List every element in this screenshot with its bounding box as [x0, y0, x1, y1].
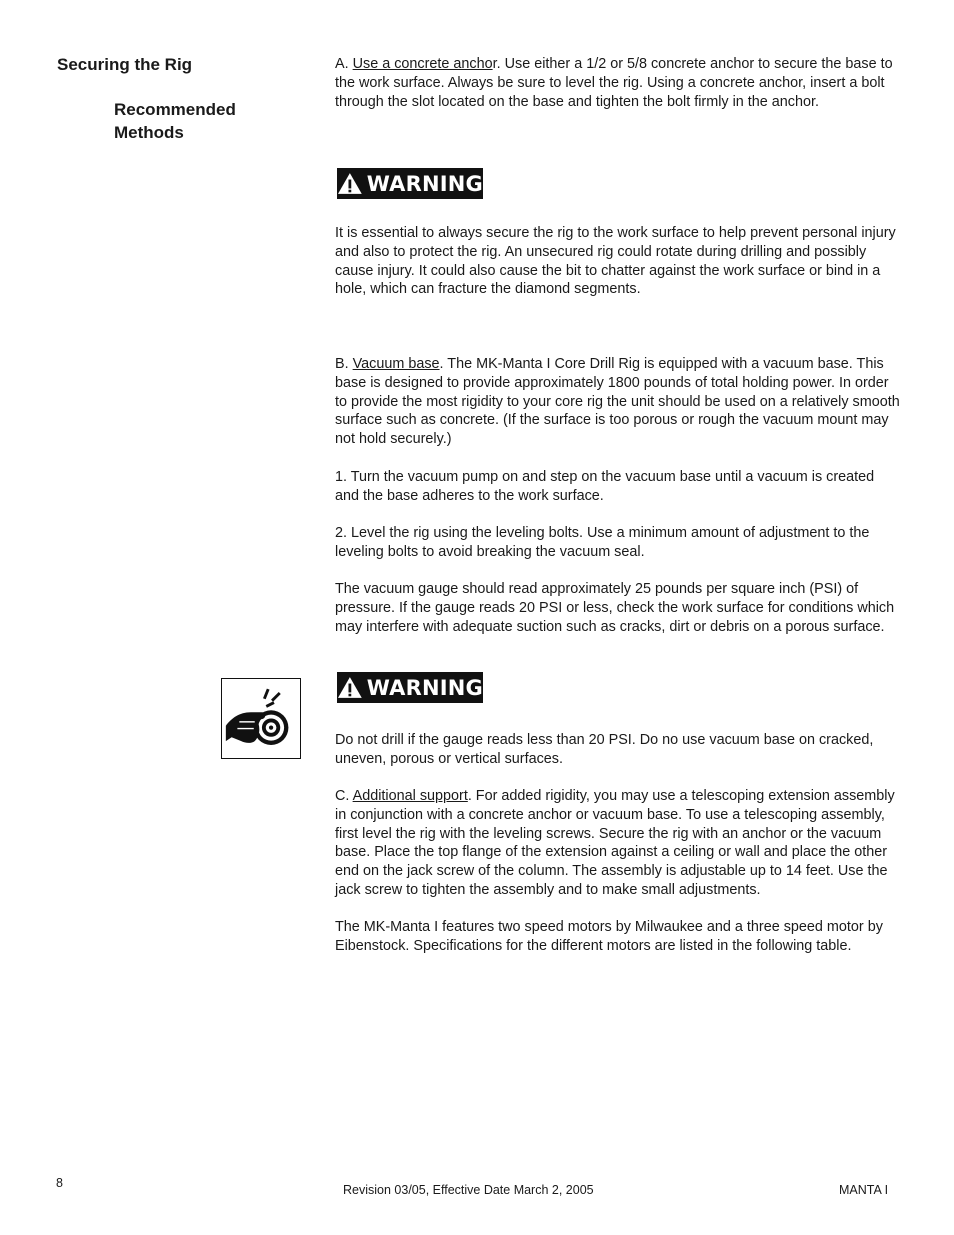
section-subtitle-line2: Methods — [114, 123, 184, 142]
vacuum-gauge-text: The vacuum gauge should read approximately 25 pounds per square inch (PSI) of pressure. If the gauge reads 20 PSI or less, check the work surface for conditions which may interfere with adequate suction such as cracks, dirt or debris on a porous surface. — [335, 581, 895, 635]
section-title: Securing the Rig — [57, 55, 193, 74]
additional-support-link: Additional support — [352, 788, 468, 804]
hand-entanglement-hazard-icon — [221, 678, 301, 759]
warning-gauge-text: Do not drill if the gauge reads less than 20 PSI. Do no use vacuum base on cracked, uneven, porous or vertical surfaces. — [335, 732, 874, 767]
page-number: 8 — [56, 1176, 63, 1190]
warning-label: WARNING — [366, 675, 483, 700]
vacuum-base-link: Vacuum base — [352, 356, 440, 372]
motors-text: The MK-Manta I features two speed motors by Milwaukee and a three speed motor by Eibenstock. Specifications for the different motors are listed in the following table. — [335, 919, 883, 954]
section-subtitle — [114, 98, 284, 144]
warning-label: WARNING — [366, 171, 483, 196]
paragraph-additional-support — [335, 787, 900, 900]
warning-banner — [337, 168, 483, 199]
step-1-text: 1. Turn the vacuum pump on and step on the vacuum base until a vacuum is created and the base adheres to the work surface. — [335, 469, 875, 504]
paragraph-prefix: A. — [335, 56, 353, 72]
product-name: MANTA I — [839, 1183, 889, 1197]
paragraph-body: . For added rigidity, you may use a telescoping extension assembly in conjunction with a concrete anchor or vacuum base. To use a telescoping assembly, first level the rig with the leveling screws. Secure the rig with an anchor or the vacuum base. Place the top flange of the extension against a ceiling or wall and place the other end on the jack screw of the column. The assembly is adjustable up to 14 feet. Use the jack screw to tighten the assembly and to make small adjustments. — [335, 788, 895, 898]
paragraph-concrete-anchor — [335, 55, 900, 111]
paragraph-prefix: C. — [335, 788, 353, 804]
paragraph-vacuum-base — [335, 355, 900, 449]
warning-banner — [337, 672, 483, 703]
section-subtitle-line1: Recommended — [114, 100, 236, 119]
revision-text: Revision 03/05, Effective Date March 2, 2005 — [343, 1183, 594, 1197]
step-2-text: 2. Level the rig using the leveling bolts. Use a minimum amount of adjustment to the leveling bolts to avoid breaking the vacuum seal. — [335, 525, 870, 560]
paragraph-body: r. Use either a 1/2 or 5/8 concrete anchor to secure the base to the work surface. Always be sure to level the rig. Using a concrete anchor, insert a bolt through the slot located on the base and tighten the bolt firmly in the anchor. — [335, 56, 893, 110]
paragraph-body: . The MK-Manta I Core Drill Rig is equipped with a vacuum base. This base is designed to provide approximately 1800 pounds of total holding power. In order to provide the most rigidity to your core rig the unit should be used on a relatively smooth surface such as concrete. (If the surface is too porous or rough the vacuum mount may not hold securely.) — [335, 356, 900, 448]
concrete-anchor-link: Use a concrete ancho — [352, 56, 493, 72]
warning-triangle-icon — [337, 676, 363, 699]
paragraph-prefix: B. — [335, 356, 353, 372]
warning-triangle-icon — [337, 172, 363, 195]
warning-secure-rig-text: It is essential to always secure the rig to the work surface to help prevent personal injury and also to protect the rig. An unsecured rig could rotate during drilling and possibly cause injury. It could also cause the bit to chatter against the work surface or bind in a hole, which can fracture the diamond segments. — [335, 225, 896, 298]
